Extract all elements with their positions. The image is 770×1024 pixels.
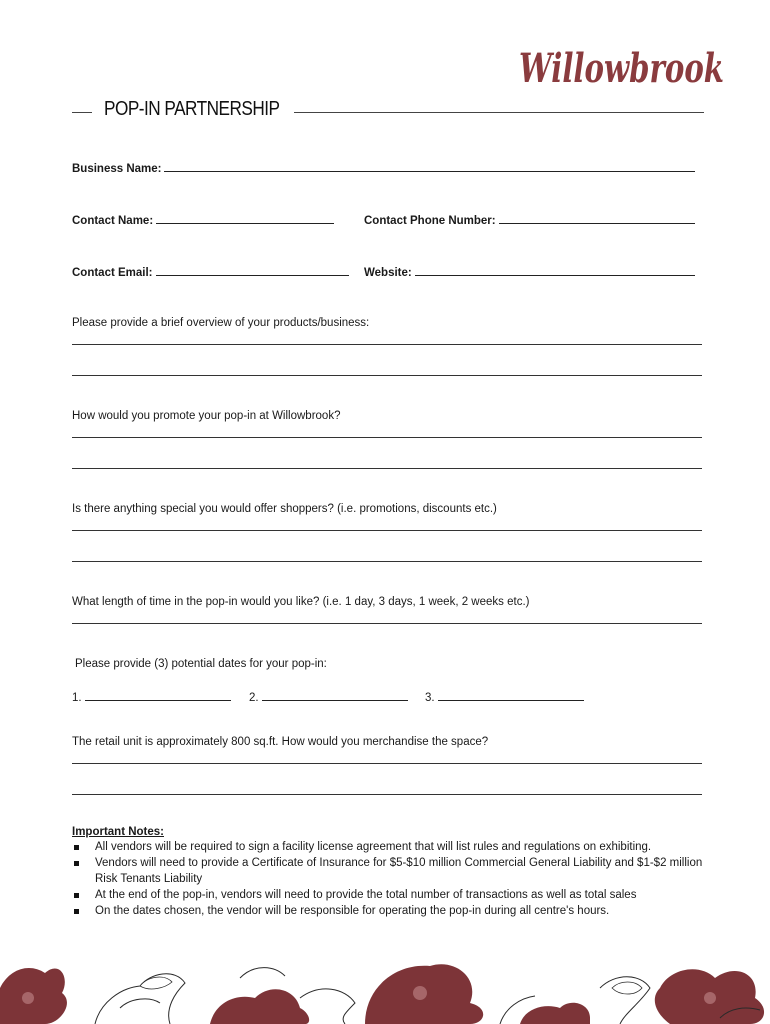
question-dates: Please provide (3) potential dates for your pop-in: bbox=[75, 658, 327, 670]
contact-phone-field[interactable] bbox=[364, 212, 695, 227]
answer-line[interactable] bbox=[72, 794, 702, 795]
question-length: What length of time in the pop-in would you like? (i.e. 1 day, 3 days, 1 week, 2 weeks etc.) bbox=[72, 596, 530, 608]
answer-line[interactable] bbox=[72, 344, 702, 345]
header-rule-right bbox=[294, 112, 704, 113]
answer-line[interactable] bbox=[72, 763, 702, 764]
date-field-2[interactable] bbox=[249, 689, 408, 704]
answer-line[interactable] bbox=[72, 561, 702, 562]
question-merchandise: The retail unit is approximately 800 sq.ft. How would you merchandise the space? bbox=[72, 736, 489, 748]
contact-name-line[interactable] bbox=[156, 212, 334, 224]
note-item: At the end of the pop-in, vendors will need to provide the total number of transactions as well as total sales bbox=[72, 887, 722, 903]
website-label: Website: bbox=[364, 267, 412, 279]
date-line[interactable] bbox=[438, 689, 584, 701]
answer-line[interactable] bbox=[72, 437, 702, 438]
business-name-label: Business Name: bbox=[72, 163, 162, 175]
willowbrook-logo bbox=[517, 40, 727, 96]
date-field-1[interactable] bbox=[72, 689, 231, 704]
answer-line[interactable] bbox=[72, 623, 702, 624]
website-field[interactable] bbox=[364, 264, 695, 279]
note-item: On the dates chosen, the vendor will be responsible for operating the pop-in during all centre's hours. bbox=[72, 903, 722, 919]
website-line[interactable] bbox=[415, 264, 695, 276]
contact-email-field[interactable] bbox=[72, 264, 349, 279]
contact-email-label: Contact Email: bbox=[72, 267, 153, 279]
contact-phone-label: Contact Phone Number: bbox=[364, 215, 496, 227]
page-title: POP-IN PARTNERSHIP bbox=[104, 98, 280, 120]
contact-name-field[interactable] bbox=[72, 212, 334, 227]
date-line[interactable] bbox=[85, 689, 231, 701]
answer-line[interactable] bbox=[72, 530, 702, 531]
floral-footer-illustration bbox=[0, 958, 770, 1024]
business-name-line[interactable] bbox=[164, 160, 695, 172]
answer-line[interactable] bbox=[72, 375, 702, 376]
contact-name-label: Contact Name: bbox=[72, 215, 154, 227]
question-overview: Please provide a brief overview of your products/business: bbox=[72, 317, 370, 329]
date-number: 1. bbox=[72, 692, 82, 704]
notes-title: Important Notes: bbox=[72, 826, 164, 838]
note-item: All vendors will be required to sign a facility license agreement that will list rules and regulations on exhibiting. bbox=[72, 839, 722, 855]
important-notes bbox=[72, 826, 722, 919]
question-promote: How would you promote your pop-in at Willowbrook? bbox=[72, 410, 341, 422]
form-header bbox=[72, 98, 704, 124]
notes-list bbox=[72, 839, 722, 919]
logo-wordmark: Willowbrook bbox=[519, 45, 724, 92]
header-rule-left bbox=[72, 112, 92, 113]
date-line[interactable] bbox=[262, 689, 408, 701]
answer-line[interactable] bbox=[72, 468, 702, 469]
contact-email-line[interactable] bbox=[156, 264, 349, 276]
question-special-offer: Is there anything special you would offer shoppers? (i.e. promotions, discounts etc.) bbox=[72, 503, 497, 515]
date-field-3[interactable] bbox=[425, 689, 584, 704]
note-item: Vendors will need to provide a Certificate of Insurance for $5-$10 million Commercial General Liability and $1-$2 million Risk Tenants Liability bbox=[72, 855, 722, 887]
date-number: 3. bbox=[425, 692, 435, 704]
date-number: 2. bbox=[249, 692, 259, 704]
contact-phone-line[interactable] bbox=[499, 212, 695, 224]
business-name-field[interactable] bbox=[72, 160, 695, 175]
